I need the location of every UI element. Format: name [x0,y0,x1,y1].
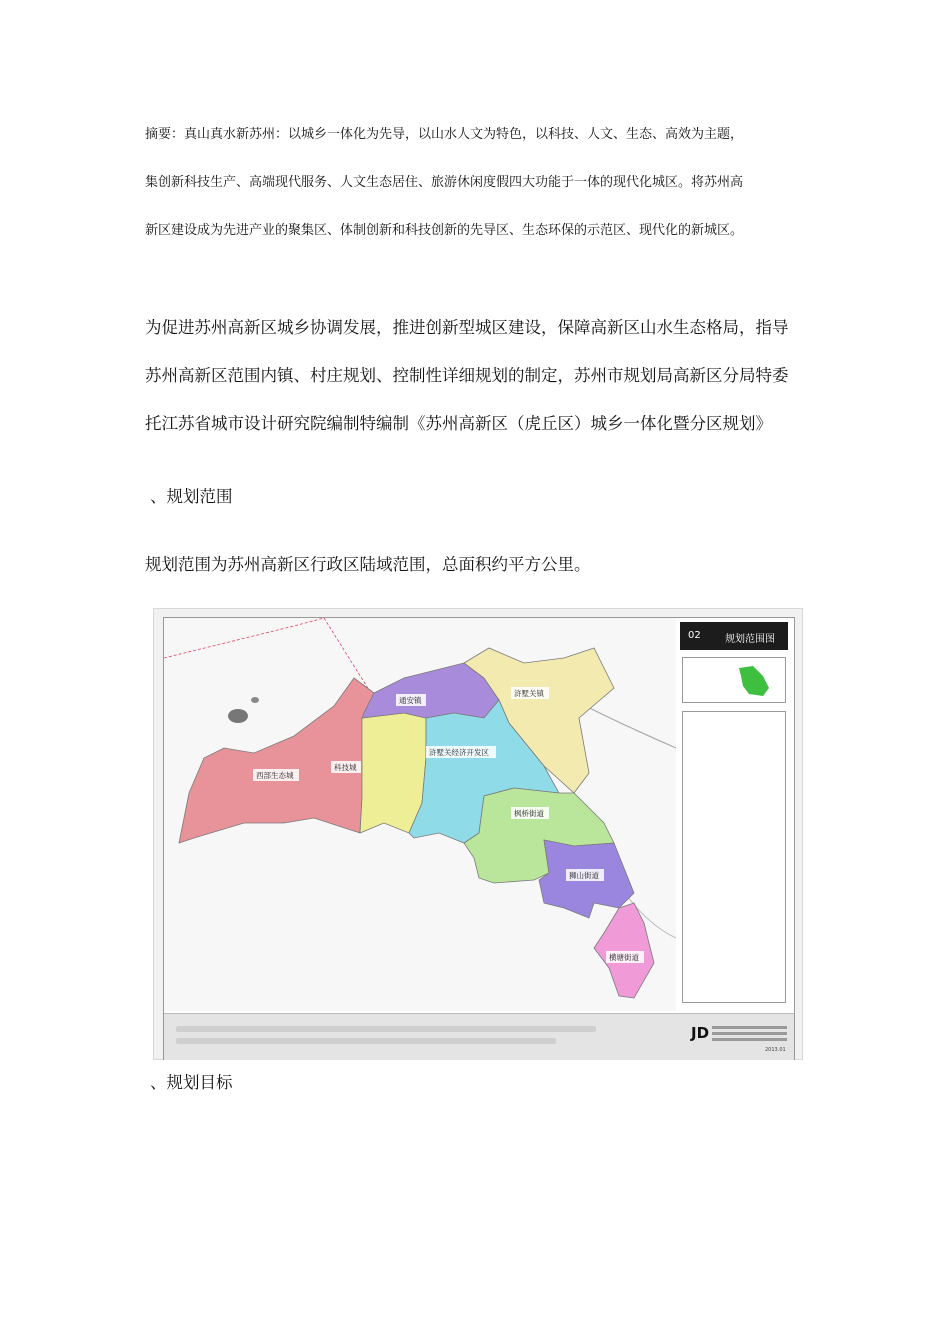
institute-name [712,1026,787,1044]
map-area [164,618,676,1011]
abstract [145,117,805,261]
district-label: 浒墅关经济开发区 [429,748,489,757]
district-label: 西部生态城 [256,771,294,780]
legend-box [682,711,786,1003]
district-map [164,618,676,1011]
paragraph-line: 托江苏省城市设计研究院编制特编制《苏州高新区（虎丘区）城乡一体化暨分区规划》 [145,414,772,433]
panel-number: 02 [688,630,701,641]
district-label: 狮山街道 [569,871,599,880]
district-area [360,713,426,833]
location-inset [682,657,786,703]
map-legend-column [680,622,788,1007]
planning-scope-map-figure [153,608,803,1060]
abstract-line: 集创新科技生产、高端现代服务、人文生态居住、旅游休闲度假四大功能于一体的现代化城区。将苏州高 [145,175,744,190]
district-label: 科技城 [334,763,357,772]
map-footer [164,1013,794,1060]
panel-title: 规划范围图 [725,634,775,645]
map-title-bar [680,622,788,650]
section-heading-goals: 、规划目标 [150,1073,233,1092]
district-label: 浒墅关镇 [514,689,544,698]
paragraph-line: 为促进苏州高新区城乡协调发展，推进创新型城区建设，保障高新区山水生态格局，指导 [145,318,789,337]
map-frame [163,617,795,1060]
abstract-line: 新区建设成为先进产业的聚集区、体制创新和科技创新的先导区、生态环保的示范区、现代化的新城区。 [145,223,744,238]
map-date: 2013.01 [765,1047,786,1053]
paragraph-line: 苏州高新区范围内镇、村庄规划、控制性详细规划的制定，苏州市规划局高新区分局特委 [145,366,789,385]
district-label: 通安镇 [399,696,422,705]
island-shape [228,709,248,723]
district-label: 枫桥街道 [514,809,544,818]
section-heading-scope: 、规划范围 [150,487,233,506]
abstract-line: 摘要：真山真水新苏州：以城乡一体化为先导，以山水人文为特色，以科技、人文、生态、高效为主题， [145,127,744,142]
scope-paragraph: 规划范围为苏州高新区行政区陆域范围，总面积约平方公里。 [145,555,591,574]
district-label: 横塘街道 [609,953,639,962]
intro-paragraph [145,305,825,449]
institute-logo: JD [691,1024,710,1042]
